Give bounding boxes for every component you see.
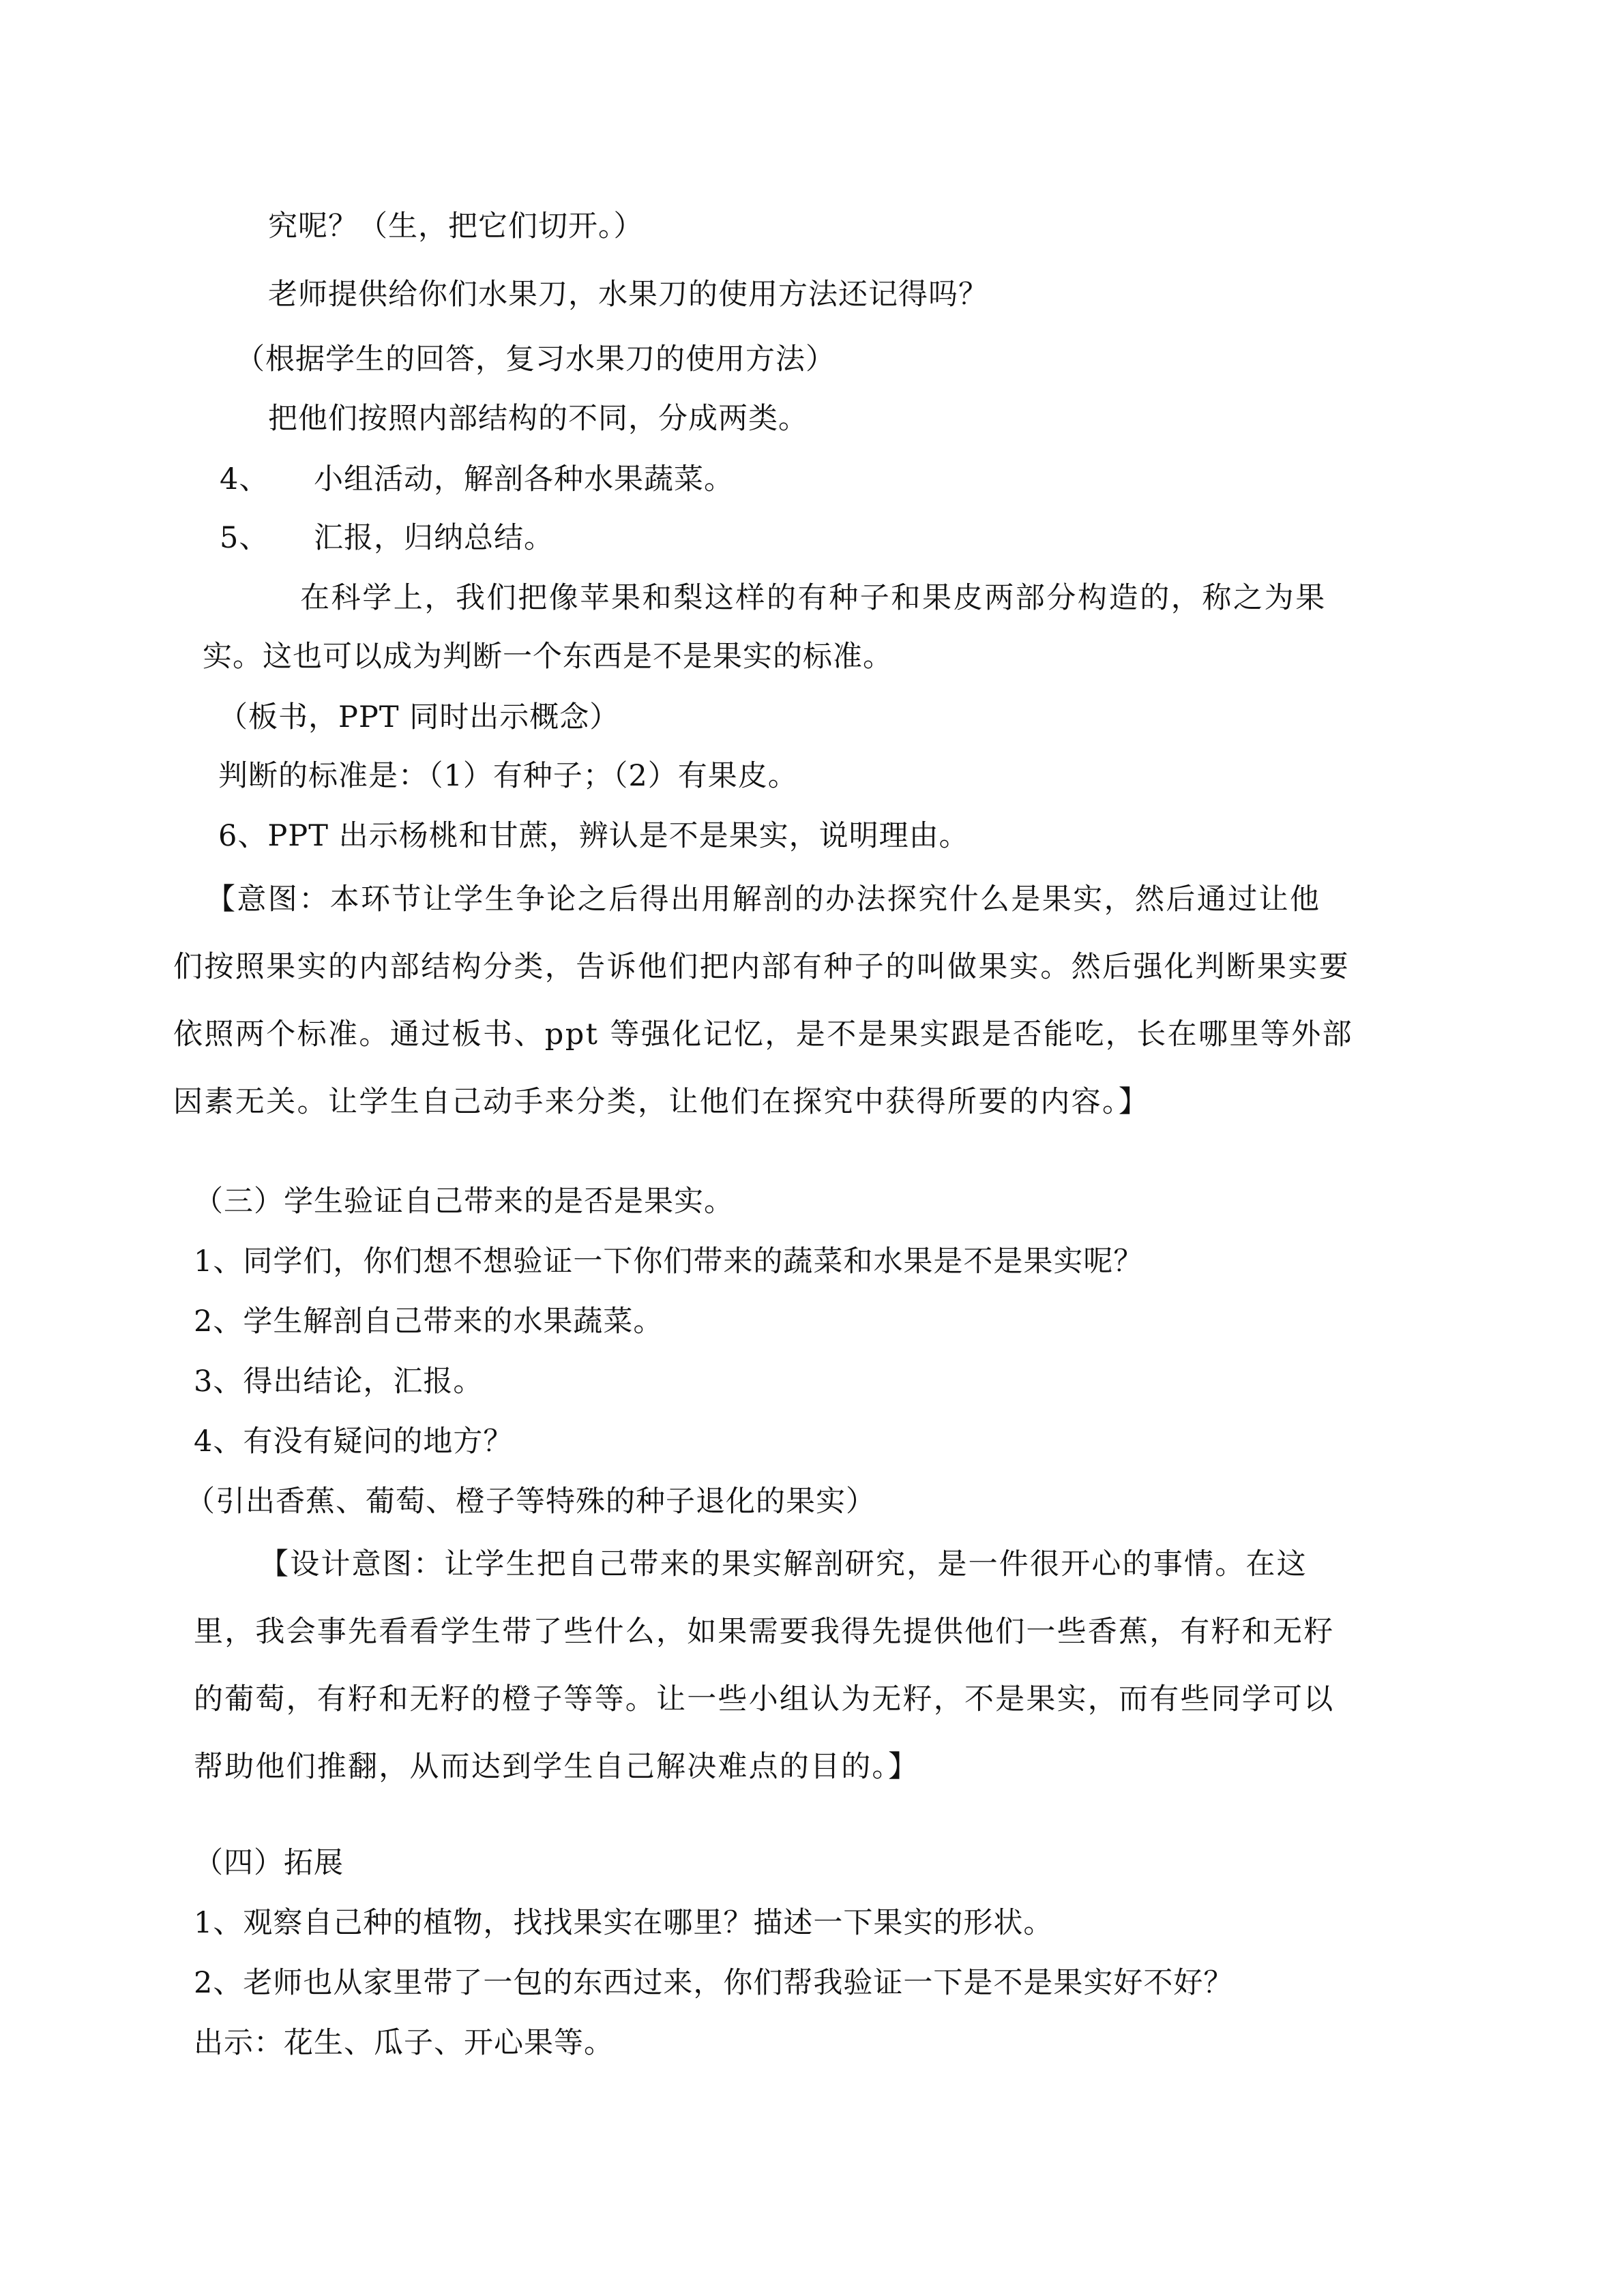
paragraph-line: 们按照果实的内部结构分类，告诉他们把内部有种子的叫做果实。然后强化判断果实要 (173, 950, 1350, 984)
list-item: 1、观察自己种的植物，找找果实在哪里？描述一下果实的形状。 (194, 1906, 1054, 1940)
list-item: 1、同学们，你们想不想验证一下你们带来的蔬菜和水果是不是果实呢？ (194, 1244, 1144, 1279)
text-line: 把他们按照内部结构的不同，分成两类。 (268, 402, 808, 436)
concept-line: 实。这也可以成为判断一个东西是不是果实的标准。 (203, 640, 893, 674)
section-heading: （四）拓展 (194, 1846, 344, 1880)
paragraph-line: 依照两个标准。通过板书、ppt 等强化记忆，是不是果实跟是否能吃，长在哪里等外部 (173, 1017, 1353, 1052)
concept-line: 在科学上，我们把像苹果和梨这样的有种子和果皮两部分构造的，称之为果 (300, 581, 1327, 615)
list-item: 2、老师也从家里带了一包的东西过来，你们帮我验证一下是不是果实好不好？ (194, 1966, 1234, 2000)
text-line: 究呢？（生，把它们切开。） (268, 209, 644, 243)
criteria-line: 判断的标准是：（1）有种子；（2）有果皮。 (218, 759, 798, 793)
paragraph-line: 的葡萄，有籽和无籽的橙子等等。让一些小组认为无籽，不是果实，而有些同学可以 (194, 1682, 1335, 1716)
paragraph-line: 里，我会事先看看学生带了些什么，如果需要我得先提供他们一些香蕉，有籽和无籽 (194, 1615, 1335, 1649)
paragraph-line: 【意图：本环节让学生争论之后得出用解剖的办法探究什么是果实，然后通过让他 (206, 882, 1321, 916)
section-heading: （三）学生验证自己带来的是否是果实。 (194, 1184, 734, 1219)
list-item: 3、得出结论，汇报。 (194, 1365, 484, 1399)
text-line: （根据学生的回答，复习水果刀的使用方法） (235, 342, 836, 376)
step-text: 小组活动，解剖各种水果蔬菜。 (314, 462, 734, 496)
board-note: （板书，PPT 同时出示概念） (218, 700, 620, 734)
paragraph-line: 帮助他们推翻，从而达到学生自己解决难点的目的。】 (194, 1750, 919, 1784)
intent-paragraph (173, 866, 1353, 1136)
step-text: 6、PPT 出示杨桃和甘蔗，辨认是不是果实，说明理由。 (218, 819, 969, 853)
list-item: 4、有没有疑问的地方？ (194, 1425, 514, 1459)
paragraph-line: 因素无关。让学生自己动手来分类，让他们在探究中获得所要的内容。】 (173, 1085, 1150, 1119)
step-text: 汇报，归纳总结。 (314, 521, 554, 555)
list-item: （引出香蕉、葡萄、橙子等特殊的种子退化的果实） (186, 1485, 876, 1519)
list-item: 2、学生解剖自己带来的水果蔬菜。 (194, 1304, 664, 1339)
step-number: 5、 (220, 521, 269, 555)
list-item: 出示：花生、瓜子、开心果等。 (194, 2026, 614, 2060)
paragraph-line: 【设计意图：让学生把自己带来的果实解剖研究，是一件很开心的事情。在这 (259, 1547, 1308, 1581)
text-line: 老师提供给你们水果刀，水果刀的使用方法还记得吗？ (268, 278, 988, 312)
design-intent-paragraph (194, 1531, 1334, 1801)
step-number: 4、 (220, 462, 269, 496)
